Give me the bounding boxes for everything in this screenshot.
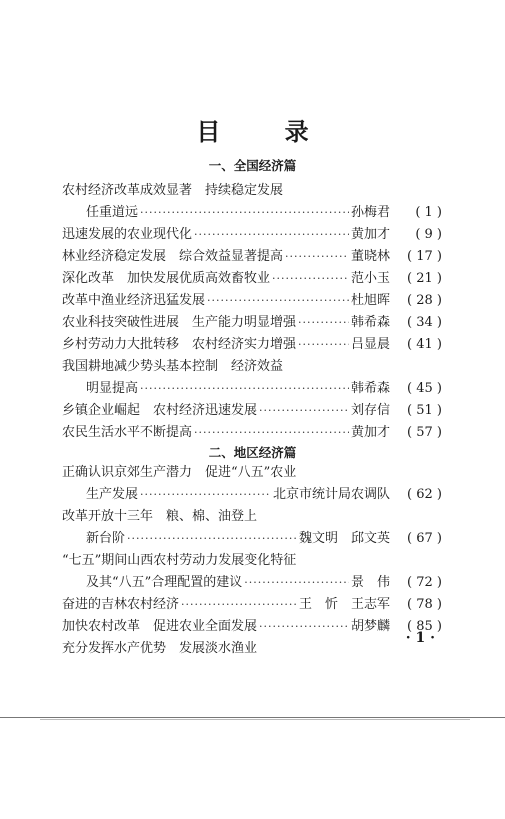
entry-page: ( 9 ): [415, 227, 442, 242]
leader-dots: [207, 290, 349, 312]
entry-title: 生产发展: [86, 487, 139, 502]
entry-title: 任重道远: [86, 205, 139, 220]
entry-title: 奋进的吉林农村经济: [62, 597, 180, 612]
entry-title: 乡镇企业崛起 农村经济迅速发展: [62, 403, 258, 418]
toc-entry[interactable]: [62, 246, 442, 268]
section-heading-national: 一、全国经济篇: [208, 158, 297, 173]
leader-dots: [298, 312, 349, 334]
entry-author: 黄加才: [350, 227, 390, 242]
toc-entry[interactable]: [62, 550, 442, 572]
entry-author: 孙梅君: [350, 205, 390, 220]
entry-page: ( 28 ): [407, 293, 442, 308]
entry-author: 吕显晨: [350, 337, 390, 352]
leader-dots: [194, 224, 349, 246]
toc-entry[interactable]: [62, 400, 442, 422]
leader-dots: [181, 594, 297, 616]
leader-dots: [140, 378, 349, 400]
toc-entry[interactable]: [62, 484, 442, 506]
entry-page: ( 72 ): [407, 575, 442, 590]
entry-title: 改革中渔业经济迅猛发展: [62, 293, 206, 308]
entry-page: ( 21 ): [407, 271, 442, 286]
entry-title: “七五”期间山西农村劳动力发展变化特征: [62, 553, 297, 568]
toc-entry[interactable]: [62, 202, 442, 224]
section-heading-regional: 二、地区经济篇: [208, 445, 297, 460]
page-title: 目 录: [196, 117, 337, 146]
entry-author: 董晓林: [350, 249, 390, 264]
toc-entry[interactable]: [62, 616, 442, 638]
toc-entry[interactable]: [62, 334, 442, 356]
entry-author: 胡梦麟: [350, 619, 390, 634]
bottom-rule: [0, 717, 505, 718]
entry-title: 农村经济改革成效显著 持续稳定发展: [62, 183, 284, 198]
entry-title: 我国耕地减少势头基本控制 经济效益: [62, 359, 284, 374]
entry-author: 刘存信: [350, 403, 390, 418]
entry-title: 新台阶: [86, 531, 126, 546]
toc-entry[interactable]: [62, 312, 442, 334]
entry-author: 景 伟: [350, 575, 390, 590]
toc-entry[interactable]: [62, 268, 442, 290]
entry-title: 充分发挥水产优势 发展淡水渔业: [62, 641, 258, 656]
toc-entry[interactable]: [62, 572, 442, 594]
toc-entry[interactable]: [62, 506, 442, 528]
entry-author: 北京市统计局农调队: [272, 487, 390, 502]
entry-author: 魏文明 邱文英: [298, 531, 390, 546]
leader-dots: [298, 334, 349, 356]
leader-dots: [272, 268, 349, 290]
bottom-rule-faint: [40, 719, 470, 720]
toc-entry[interactable]: [62, 528, 442, 550]
entry-title: 迅速发展的农业现代化: [62, 227, 193, 242]
entry-title: 明显提高: [86, 381, 139, 396]
entry-page: ( 67 ): [407, 531, 442, 546]
entry-page: ( 17 ): [407, 249, 442, 264]
entry-title: 正确认识京郊生产潜力 促进“八五”农业: [62, 465, 297, 480]
toc-entry[interactable]: [62, 290, 442, 312]
entry-title: 深化改革 加快发展优质高效畜牧业: [62, 271, 271, 286]
toc-list-regional: [62, 462, 442, 660]
entry-title: 农业科技突破性进展 生产能力明显增强: [62, 315, 297, 330]
entry-page: ( 34 ): [407, 315, 442, 330]
toc-entry[interactable]: [62, 422, 442, 444]
toc-entry[interactable]: [62, 638, 442, 660]
toc-list-national: [62, 180, 442, 444]
leader-dots: [140, 484, 271, 506]
entry-title: 及其“八五”合理配置的建议: [86, 575, 243, 590]
entry-page: ( 1 ): [415, 205, 442, 220]
leader-dots: [259, 616, 349, 638]
leader-dots: [140, 202, 349, 224]
entry-title: 林业经济稳定发展 综合效益显著提高: [62, 249, 284, 264]
entry-page: ( 78 ): [407, 597, 442, 612]
toc-entry[interactable]: [62, 356, 442, 378]
entry-author: 韩希森: [350, 381, 390, 396]
entry-author: 王 忻 王志军: [298, 597, 390, 612]
toc-entry[interactable]: [62, 462, 442, 484]
entry-page: ( 85 ): [407, 619, 442, 634]
entry-author: 韩希森: [350, 315, 390, 330]
entry-title: 改革开放十三年 粮、棉、油登上: [62, 509, 258, 524]
toc-entry[interactable]: [62, 180, 442, 202]
toc-entry[interactable]: [62, 594, 442, 616]
entry-author: 范小玉: [350, 271, 390, 286]
entry-author: 杜旭晖: [350, 293, 390, 308]
leader-dots: [194, 422, 349, 444]
leader-dots: [127, 528, 297, 550]
entry-title: 农民生活水平不断提高: [62, 425, 193, 440]
entry-page: ( 41 ): [407, 337, 442, 352]
leader-dots: [285, 246, 349, 268]
toc-entry[interactable]: [62, 224, 442, 246]
leader-dots: [244, 572, 349, 594]
entry-author: 黄加才: [350, 425, 390, 440]
entry-title: 加快农村改革 促进农业全面发展: [62, 619, 258, 634]
entry-title: 乡村劳动力大批转移 农村经济实力增强: [62, 337, 297, 352]
entry-page: ( 62 ): [407, 487, 442, 502]
entry-page: ( 57 ): [407, 425, 442, 440]
entry-page: ( 51 ): [407, 403, 442, 418]
leader-dots: [259, 400, 349, 422]
entry-page: ( 45 ): [407, 381, 442, 396]
toc-entry[interactable]: [62, 378, 442, 400]
page-number: · 1 ·: [405, 630, 435, 646]
